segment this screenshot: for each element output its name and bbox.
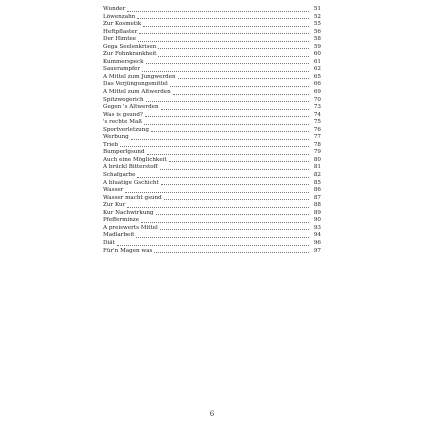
toc-entry	[103, 66, 321, 74]
toc-entry-title: Zur Kur	[103, 202, 126, 209]
toc-entry-title: 's rechte Maß	[103, 119, 143, 126]
leader-dots	[158, 48, 309, 49]
toc-entry	[103, 142, 321, 150]
toc-entry	[103, 29, 321, 37]
leader-dots	[161, 184, 309, 185]
toc-entry-page: 81	[313, 164, 321, 171]
toc-entry-page: 88	[313, 202, 321, 209]
toc-entry	[103, 97, 321, 105]
toc-entry-page: 75	[313, 119, 321, 126]
toc-entry	[103, 36, 321, 44]
leader-dots	[127, 11, 309, 12]
toc-entry-title: Gegen 's Altwerden	[103, 104, 159, 111]
toc-entry-page: 94	[313, 232, 321, 239]
toc-entry	[103, 104, 321, 112]
toc-entry-page: 55	[313, 21, 321, 28]
leader-dots	[117, 245, 309, 246]
leader-dots	[136, 237, 309, 238]
page-number: 6	[209, 410, 215, 418]
toc-entry	[103, 89, 321, 97]
leader-dots	[169, 161, 309, 162]
toc-entry-page: 70	[313, 96, 321, 103]
toc-entry-title: Diät	[103, 239, 115, 246]
leader-dots	[143, 26, 309, 27]
toc-entry-page: 79	[313, 149, 321, 156]
toc-entry-title: A Mittel zum Jungwerden	[103, 73, 176, 80]
toc-entry-title: Auch eine Möglichkeit	[103, 156, 167, 163]
leader-dots	[160, 229, 309, 230]
leader-dots	[145, 116, 309, 117]
toc-entry-title: Wasser macht gsund	[103, 194, 162, 201]
toc-entry-title: Gega Seelenkrisen	[103, 43, 157, 50]
toc-entry-title: Kur Nachwirkung	[103, 209, 154, 216]
leader-dots	[147, 154, 309, 155]
toc-entry-page: 66	[313, 81, 321, 88]
leader-dots	[131, 139, 309, 140]
toc-entry	[103, 172, 321, 180]
toc-entry	[103, 74, 321, 82]
toc-entry-page: 77	[313, 134, 321, 141]
toc-entry-page: 73	[313, 104, 321, 111]
toc-entry-title: Löwenzahn	[103, 13, 136, 20]
toc-entry-title: Pfefferminze	[103, 217, 140, 224]
toc-entry-title: Kummerspeck	[103, 58, 144, 65]
toc-entry-page: 52	[313, 13, 321, 20]
toc-entry-page: 69	[313, 89, 321, 96]
toc-entry-page: 58	[313, 36, 321, 43]
toc-entry-title: Zur Kosmetik	[103, 21, 142, 28]
leader-dots	[170, 86, 309, 87]
toc-entry-page: 89	[313, 209, 321, 216]
toc-entry	[103, 51, 321, 59]
toc-entry	[103, 225, 321, 233]
toc-entry-page: 59	[313, 43, 321, 50]
toc-entry	[103, 14, 321, 22]
toc-entry-page: 97	[313, 247, 321, 254]
toc-entry-title: Wunder	[103, 6, 126, 12]
toc-entry-page: 90	[313, 217, 321, 224]
toc-entry-title: Wasser	[103, 187, 124, 194]
table-of-contents	[103, 6, 321, 255]
toc-entry	[103, 134, 321, 142]
toc-entry	[103, 240, 321, 248]
leader-dots	[158, 56, 309, 57]
toc-entry-page: 80	[313, 156, 321, 163]
toc-entry-page: 56	[313, 28, 321, 35]
toc-entry-title: Zur Fohnkrankheit	[103, 51, 157, 58]
leader-dots	[151, 131, 309, 132]
toc-entry	[103, 112, 321, 120]
toc-entry-page: 74	[313, 111, 321, 118]
leader-dots	[125, 192, 309, 193]
toc-entry	[103, 6, 321, 14]
toc-entry-title: A brückl Bitterstoff	[103, 164, 158, 171]
toc-entry-title: Das Verjüngungsmittel	[103, 81, 168, 88]
toc-entry-page: 62	[313, 66, 321, 73]
toc-entry-page: 60	[313, 51, 321, 58]
toc-entry-title: Was is gsund?	[103, 111, 143, 118]
leader-dots	[146, 101, 309, 102]
leader-dots	[137, 18, 309, 19]
toc-entry-title: Der Himtee	[103, 36, 137, 43]
leader-dots	[144, 124, 309, 125]
leader-dots	[146, 63, 309, 64]
toc-entry	[103, 210, 321, 218]
toc-entry	[103, 164, 321, 172]
toc-entry-page: 96	[313, 239, 321, 246]
toc-entry-page: 51	[313, 6, 321, 12]
toc-entry	[103, 157, 321, 165]
toc-entry	[103, 217, 321, 225]
toc-entry-page: 78	[313, 141, 321, 148]
leader-dots	[154, 252, 309, 253]
toc-entry-title: A Mittel zum Altwerden	[103, 89, 171, 96]
toc-entry-page: 93	[313, 224, 321, 231]
toc-entry-page: 87	[313, 194, 321, 201]
toc-entry	[103, 44, 321, 52]
leader-dots	[127, 207, 309, 208]
leader-dots	[164, 199, 309, 200]
toc-entry-page: 86	[313, 187, 321, 194]
leader-dots	[160, 169, 309, 170]
toc-entry	[103, 232, 321, 240]
toc-entry-title: Madlarbeit	[103, 232, 135, 239]
toc-entry-title: Trieb	[103, 141, 119, 148]
toc-entry	[103, 149, 321, 157]
toc-entry-title: A preiswerts Mittel	[103, 224, 158, 231]
leader-dots	[141, 222, 309, 223]
toc-entry-page: 65	[313, 73, 321, 80]
toc-entry-page: 85	[313, 179, 321, 186]
toc-entry	[103, 127, 321, 135]
toc-entry	[103, 21, 321, 29]
leader-dots	[138, 41, 309, 42]
leader-dots	[178, 78, 309, 79]
leader-dots	[139, 33, 309, 34]
toc-entry-page: 82	[313, 172, 321, 179]
toc-entry	[103, 59, 321, 67]
toc-entry	[103, 195, 321, 203]
toc-entry-title: Heftpflaster	[103, 28, 138, 35]
toc-entry	[103, 187, 321, 195]
toc-entry	[103, 202, 321, 210]
toc-entry-title: Für'n Magen was	[103, 247, 153, 254]
toc-entry	[103, 119, 321, 127]
toc-entry-title: Spitzwegerich	[103, 96, 144, 103]
leader-dots	[142, 71, 309, 72]
leader-dots	[173, 94, 309, 95]
toc-entry-page: 61	[313, 58, 321, 65]
toc-entry-title: Sportverletzung	[103, 126, 149, 133]
toc-entry-title: Schafgarbe	[103, 172, 136, 179]
toc-entry	[103, 81, 321, 89]
toc-entry-title: A bluatige Gschicht	[103, 179, 159, 186]
toc-entry	[103, 248, 321, 256]
leader-dots	[137, 177, 309, 178]
leader-dots	[120, 146, 309, 147]
toc-entry-page: 76	[313, 126, 321, 133]
toc-entry-title: Bumperlgsund	[103, 149, 145, 156]
toc-entry-title: Werbung	[103, 134, 129, 141]
leader-dots	[156, 214, 309, 215]
toc-entry	[103, 180, 321, 188]
leader-dots	[161, 109, 309, 110]
toc-entry-title: Sauerampfer	[103, 66, 141, 73]
